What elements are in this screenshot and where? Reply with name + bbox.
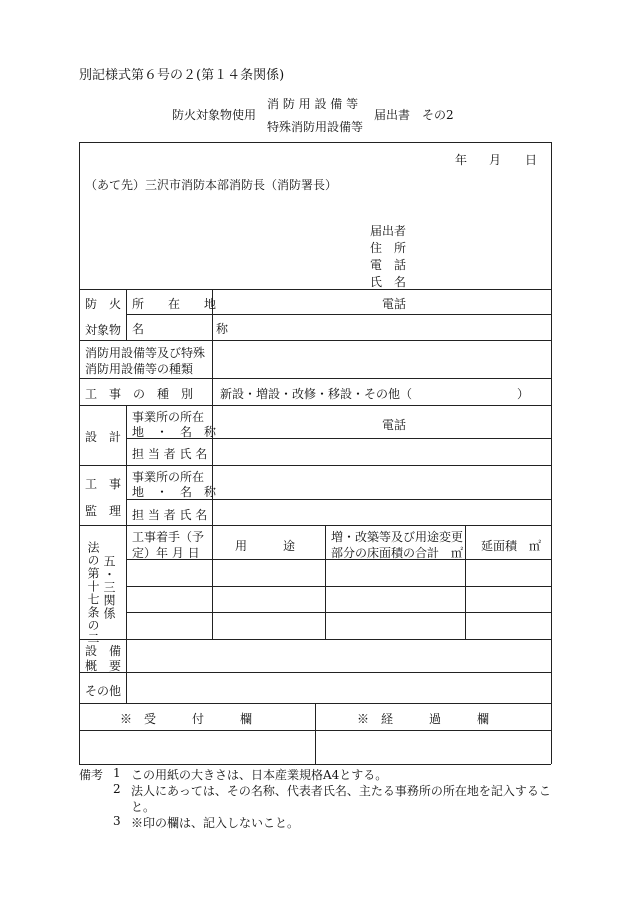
design-person-label: 担 当 者 氏 名 [132, 447, 208, 461]
title-suffix: 届出書 その2 [374, 108, 454, 122]
addressee: （あて先）三沢市消防本部消防長（消防署長） [85, 178, 338, 192]
start-date-label-2: 定）年 月 日 [132, 546, 200, 560]
title-prefix: 防火対象物使用 [172, 108, 257, 122]
note-3-number: 3 [113, 814, 121, 828]
name-label: 氏 名 [370, 275, 407, 289]
supervision-label-1: 工 事 [85, 477, 122, 491]
work-type-close: ） [517, 387, 530, 401]
note-1-number: 1 [113, 766, 121, 780]
address-label: 住 所 [370, 241, 407, 255]
law-label-col2: 五・三関係 [102, 555, 116, 620]
date-month: 月 [489, 153, 502, 167]
note-2-line2: と。 [131, 800, 156, 814]
design-office-label-1: 事業所の所在 [132, 410, 205, 424]
floor-area-label-2: 部分の床面積の合計 ㎡ [331, 546, 464, 560]
note-3: ※印の欄は、記入しないこと。 [131, 816, 300, 830]
design-office-label-2: 地 ・ 名 称 [132, 425, 217, 439]
equipment-type-label-2: 消防用設備等の種類 [85, 362, 194, 376]
notes-label: 備考 [79, 768, 104, 782]
start-date-label-1: 工事着手（予 [132, 530, 205, 544]
equipment-type-label-1: 消防用設備等及び特殊 [85, 346, 206, 360]
facility-label-2: 概 要 [85, 659, 122, 673]
bouka-label-1: 防 火 [85, 297, 122, 311]
other-label: その他 [85, 684, 122, 698]
floor-area-label-1: 増・改築等及び用途変更 [331, 530, 464, 544]
object-name-label: 名 称 [132, 322, 229, 336]
note-2-number: 2 [113, 782, 121, 796]
supervision-person-label: 担 当 者 氏 名 [132, 508, 208, 522]
design-label: 設 計 [85, 430, 122, 444]
bouka-label-2: 対象物 [85, 323, 122, 337]
location-phone: 電話 [382, 297, 407, 311]
note-2-line1: 法人にあっては、その名称、代表者氏名、主たる事務所の所在地を記入するこ [131, 784, 551, 798]
title-bottom: 特殊消防用設備等 [267, 120, 364, 134]
facility-label-1: 設 備 [85, 644, 122, 658]
date-day: 日 [525, 153, 538, 167]
progress-label: ※ 経 過 欄 [357, 712, 490, 726]
work-type-options: 新設・増設・改修・移設・その他（ [220, 387, 413, 401]
design-phone: 電話 [382, 418, 407, 432]
phone-label: 電 話 [370, 258, 407, 272]
supervision-office-label-1: 事業所の所在 [132, 470, 205, 484]
law-label-col1: 法の第十七条の二 [86, 541, 100, 645]
note-1: この用紙の大きさは、日本産業規格A4とする。 [131, 768, 388, 782]
applicant-label: 届出者 [370, 224, 407, 238]
title-top: 消 防 用 設 備 等 [267, 97, 359, 111]
date-year: 年 [455, 153, 468, 167]
reception-label: ※ 受 付 欄 [120, 712, 253, 726]
supervision-office-label-2: 地 ・ 名 称 [132, 485, 217, 499]
supervision-label-2: 監 理 [85, 504, 122, 518]
work-type-label: 工 事 の 種 別 [85, 387, 194, 401]
usage-label: 用 途 [235, 539, 296, 553]
form-number: 別記様式第６号の２(第１４条関係) [79, 68, 285, 83]
location-label: 所 在 地 [132, 297, 217, 311]
total-area-label: 延面積 ㎡ [481, 539, 542, 553]
